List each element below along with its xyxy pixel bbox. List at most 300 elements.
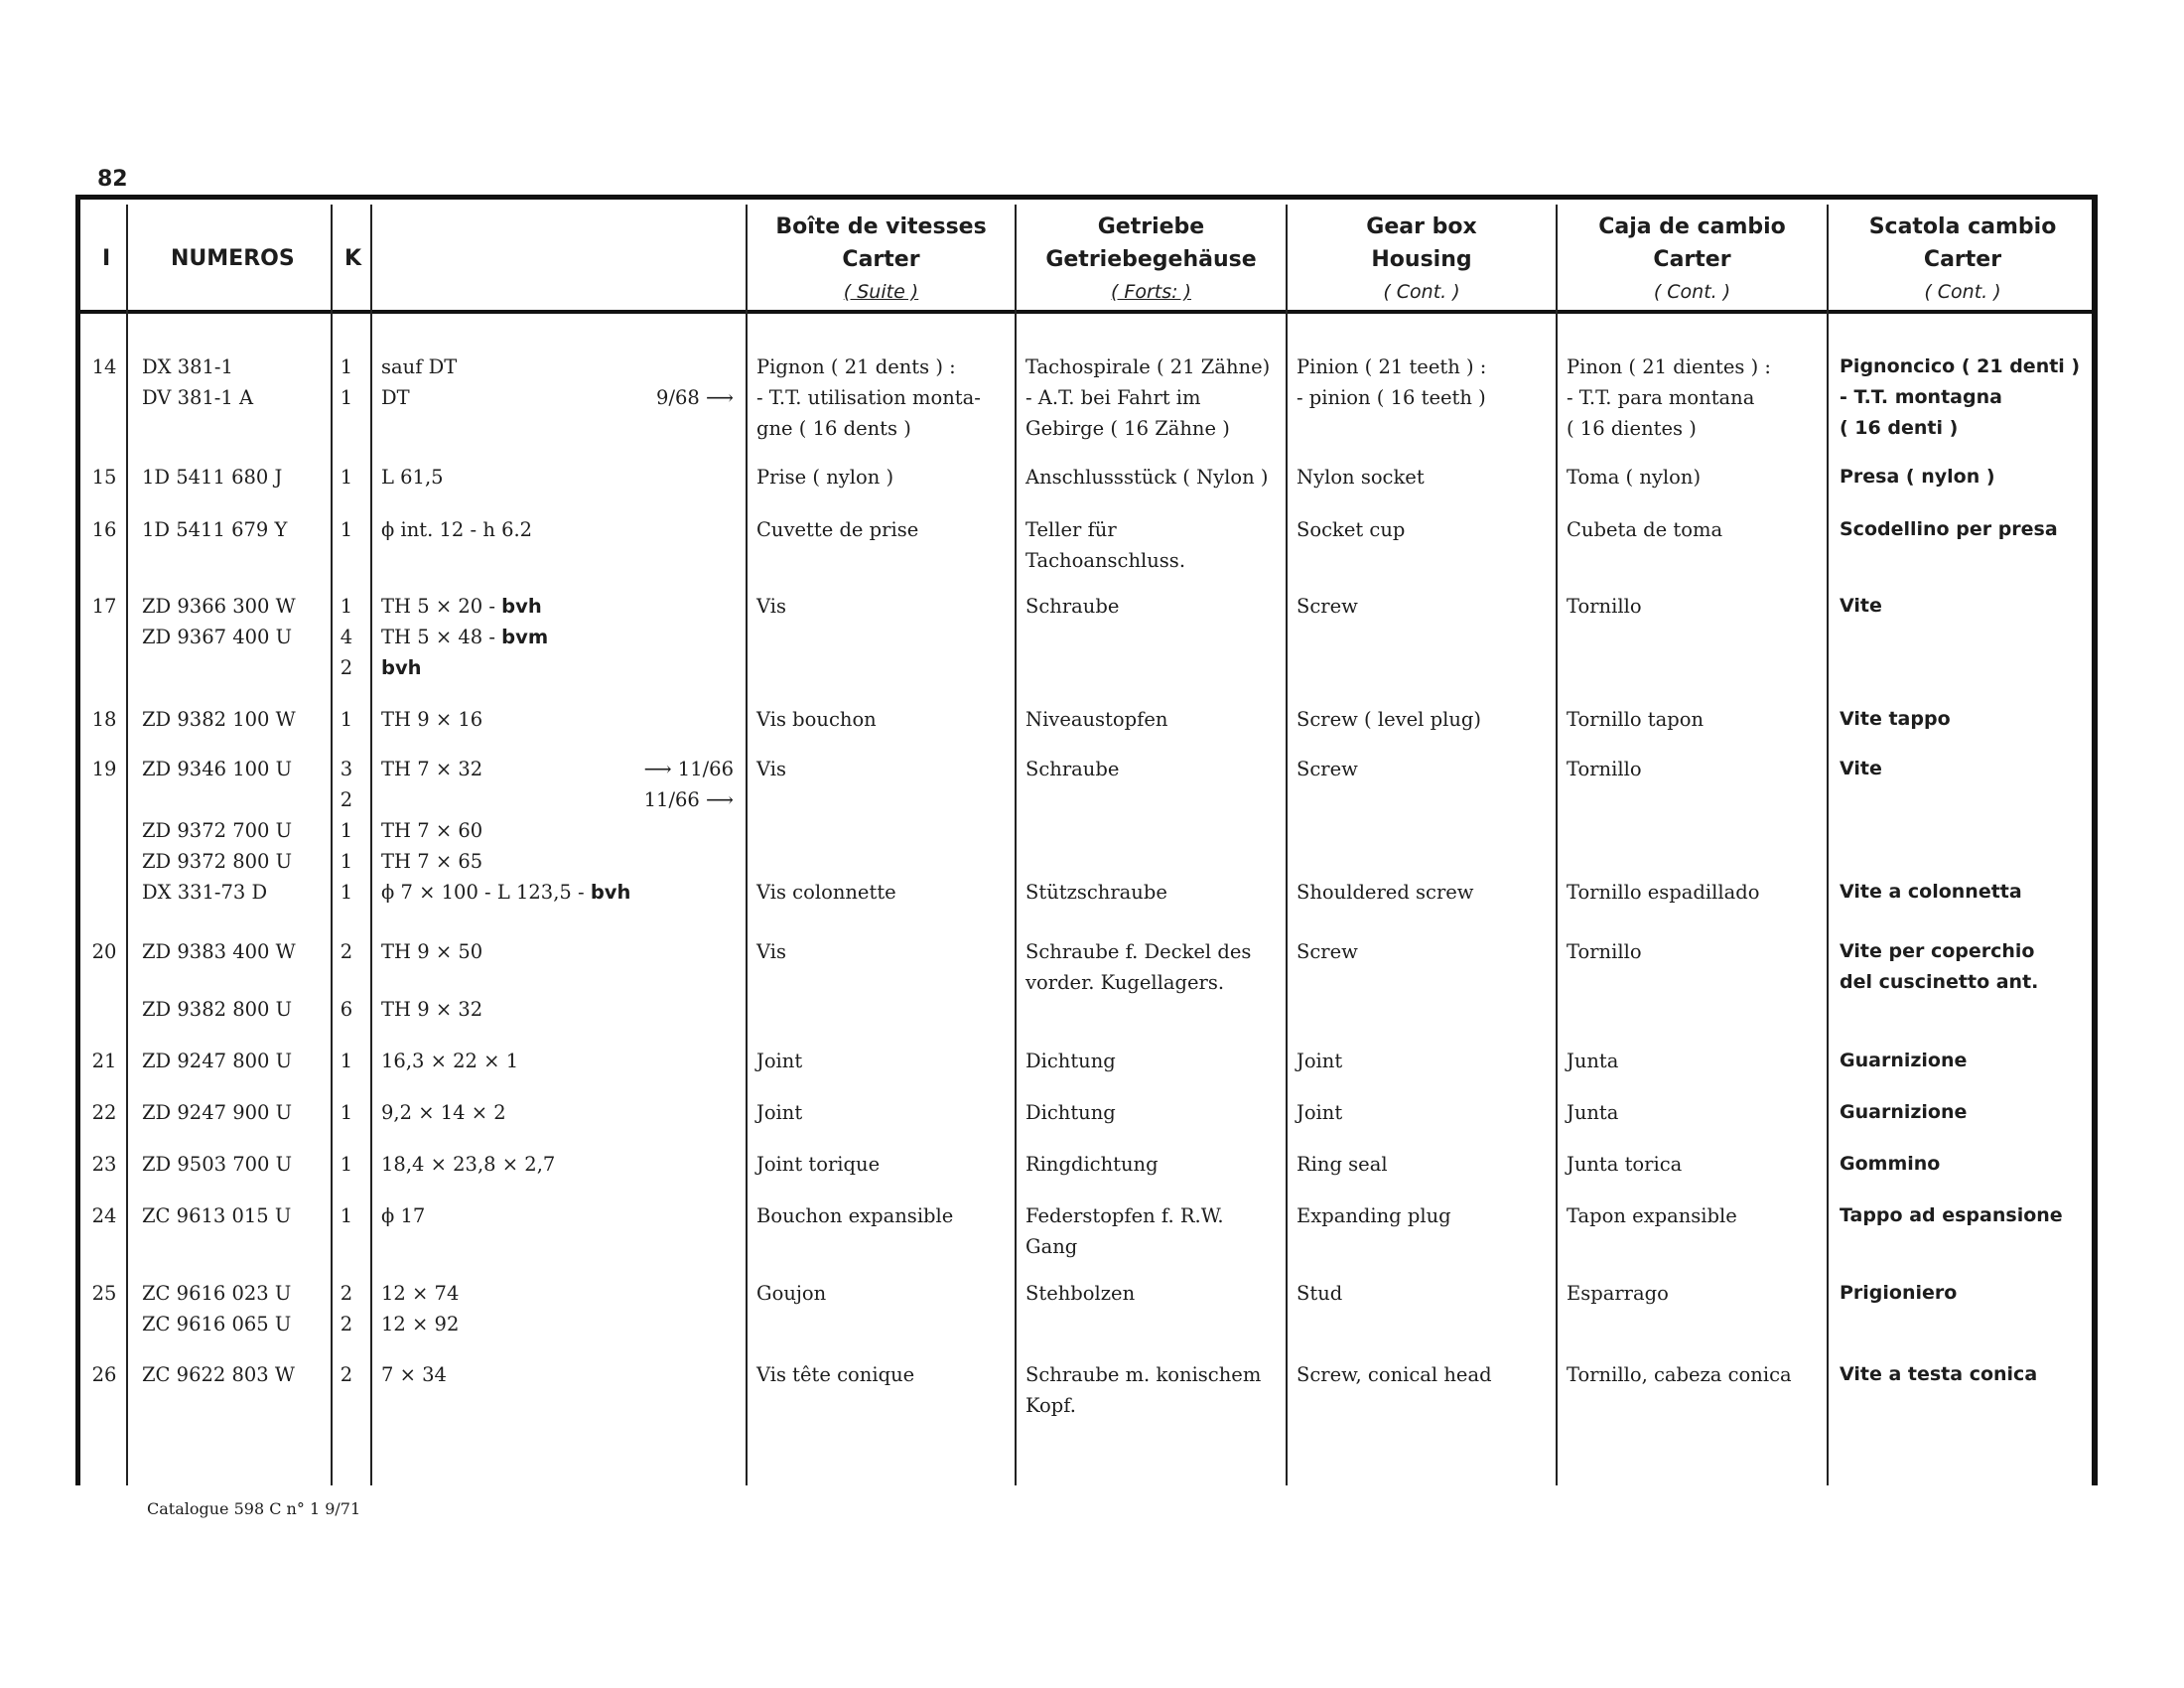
dimension-text: TH 9 × 32: [381, 998, 483, 1021]
french-description: [756, 514, 1005, 545]
dimension-text: TH 9 × 50: [381, 940, 483, 963]
italian-description-line: Vite: [1840, 595, 1882, 617]
english-description-line: Screw: [1297, 940, 1358, 963]
part-number: ZC 9613 015 U: [142, 1204, 292, 1227]
part-number: ZD 9367 400 U: [142, 626, 293, 648]
english-description-line: Socket cup: [1297, 518, 1406, 541]
header-rule: [75, 310, 2098, 314]
part-number: [142, 784, 331, 815]
english-description: [1297, 352, 1550, 413]
german-description: [1025, 704, 1279, 735]
quantity: 6: [340, 998, 353, 1021]
french-description-line: Joint: [756, 1101, 803, 1124]
dimensions-column: [381, 1200, 734, 1231]
part-numbers: [142, 1046, 331, 1076]
english-description-line: [1297, 784, 1550, 815]
french-description-line: Vis: [756, 595, 786, 618]
german-description: [1025, 352, 1279, 444]
header-french: Boîte de vitesses Carter ( Suite ): [775, 214, 987, 303]
english-description: [1297, 1097, 1550, 1128]
dimension-line: [381, 815, 734, 846]
english-description: [1297, 704, 1550, 735]
german-description-line: Ringdichtung: [1025, 1153, 1159, 1176]
spanish-description-line: Tornillo espadillado: [1567, 881, 1760, 904]
header-k: K: [344, 246, 362, 271]
dimension-line: [381, 1309, 734, 1339]
dimension-line: [381, 994, 734, 1025]
dimension-code: bvh: [381, 656, 422, 679]
italian-description-line: ( 16 denti ): [1840, 417, 1959, 439]
spanish-description-line: Toma ( nylon): [1567, 466, 1702, 489]
english-description-line: Screw: [1297, 758, 1358, 780]
german-description: [1025, 514, 1279, 576]
column-divider: [1286, 205, 1288, 1485]
quantity-column: [340, 1097, 353, 1128]
quantity-column: [340, 514, 353, 545]
italian-description-line: - T.T. montagna: [1840, 386, 2002, 408]
italian-description-line: Guarnizione: [1840, 1050, 1968, 1071]
german-description: [1025, 591, 1279, 622]
german-description: [1025, 754, 1279, 908]
italian-description-line: del cuscinetto ant.: [1840, 971, 2039, 993]
quantity: 1: [340, 386, 353, 409]
quantity: 1: [340, 881, 353, 904]
dimension-text: TH 7 × 65: [381, 850, 483, 873]
spanish-description-line: Tapon expansible: [1567, 1204, 1737, 1227]
quantity-column: [340, 352, 353, 413]
part-number: ZD 9503 700 U: [142, 1153, 293, 1176]
german-description-line: Schraube: [1025, 758, 1120, 780]
quantity: 1: [340, 1204, 353, 1227]
english-description: [1297, 936, 1550, 967]
german-description-line: Schraube m. konischem: [1025, 1363, 1262, 1386]
french-description: [756, 1149, 1005, 1180]
italian-description-line: Gommino: [1840, 1153, 1941, 1175]
italian-description-line: [1840, 846, 2088, 877]
part-number: DV 381-1 A: [142, 386, 254, 409]
english-description-line: Expanding plug: [1297, 1204, 1451, 1227]
english-description: [1297, 514, 1550, 545]
part-numbers: [142, 462, 331, 492]
spanish-description: [1567, 462, 1835, 492]
english-description: [1297, 1149, 1550, 1180]
dimensions-column: [381, 1097, 734, 1128]
dimension-line: [381, 382, 734, 413]
english-description: [1297, 591, 1550, 622]
italian-description-line: Vite: [1840, 758, 1882, 779]
spanish-description: [1567, 1200, 1835, 1231]
dimension-text: TH 5 × 48 -: [381, 626, 495, 648]
italian-description-line: Tappo ad espansione: [1840, 1204, 2063, 1226]
part-numbers: [142, 1149, 331, 1180]
header-english: Gear box Housing ( Cont. ): [1366, 214, 1477, 303]
spanish-description-line: [1567, 846, 1835, 877]
german-description: [1025, 1097, 1279, 1128]
german-description-line: Federstopfen f. R.W.: [1025, 1204, 1224, 1227]
quantity: 1: [340, 819, 353, 842]
dimension-text: TH 9 × 16: [381, 708, 483, 731]
dimension-line: [381, 1359, 734, 1390]
german-description: [1025, 1200, 1279, 1262]
french-description-line: Prise ( nylon ): [756, 466, 894, 489]
date-marker: ⟶ 11/66: [643, 758, 734, 780]
dimension-line: [381, 1149, 734, 1180]
english-description-line: [1297, 815, 1550, 846]
column-divider: [331, 205, 333, 1485]
spanish-description-line: [1567, 784, 1835, 815]
part-number: ZD 9383 400 W: [142, 940, 296, 963]
part-numbers: [142, 704, 331, 735]
english-description: [1297, 1359, 1550, 1390]
english-description: [1297, 462, 1550, 492]
page-number: 82: [97, 167, 128, 192]
german-description-line: Stützschraube: [1025, 881, 1167, 904]
dimension-text: ϕ 7 × 100 - L 123,5 -: [381, 881, 585, 904]
german-description-line: [1025, 784, 1279, 815]
spanish-description: [1567, 936, 1835, 967]
french-description-line: [756, 815, 1005, 846]
header-numeros: NUMEROS: [171, 246, 295, 271]
french-description: [756, 462, 1005, 492]
german-description-line: Niveaustopfen: [1025, 708, 1168, 731]
part-number: ZD 9382 100 W: [142, 708, 296, 731]
italian-description-line: Vite tappo: [1840, 708, 1951, 730]
date-marker: 9/68 ⟶: [656, 386, 734, 409]
part-numbers: [142, 1278, 331, 1339]
row-index: 24: [91, 1204, 117, 1227]
english-description-line: Joint: [1297, 1050, 1343, 1072]
dimension-text: TH 5 × 20 -: [381, 595, 495, 618]
header-german: Getriebe Getriebegehäuse ( Forts: ): [1045, 214, 1257, 303]
part-number: ZD 9346 100 U: [142, 758, 293, 780]
dimensions-column: [381, 994, 734, 1025]
french-description: [756, 352, 1005, 444]
italian-description: [1840, 1149, 2088, 1180]
spanish-description: [1567, 754, 1835, 908]
italian-description-line: Vite a testa conica: [1840, 1363, 2038, 1385]
dimension-text: 18,4 × 23,8 × 2,7: [381, 1153, 556, 1176]
part-number: ZC 9616 065 U: [142, 1313, 292, 1336]
italian-description-line: Scodellino per presa: [1840, 518, 2058, 540]
dimension-text: sauf DT: [381, 355, 458, 378]
english-description-line: Pinion ( 21 teeth ) :: [1297, 355, 1487, 378]
row-index: 25: [91, 1282, 117, 1305]
italian-description: [1840, 1359, 2088, 1390]
quantity-column: [340, 591, 353, 683]
french-description-line: Vis tête conique: [756, 1363, 915, 1386]
quantity-column: [340, 1200, 353, 1231]
spanish-description-line: [1567, 815, 1835, 846]
german-description-line: Gebirge ( 16 Zähne ): [1025, 417, 1230, 440]
italian-description: [1840, 1278, 2088, 1309]
dimension-line: [381, 754, 734, 784]
german-description-line: Tachoanschluss.: [1025, 549, 1186, 572]
dimension-line: [381, 462, 734, 492]
french-description: [756, 1097, 1005, 1128]
spanish-description-line: Junta torica: [1567, 1153, 1683, 1176]
quantity-column: [340, 462, 353, 492]
italian-description: [1840, 514, 2088, 545]
column-divider: [746, 205, 748, 1485]
row-index: 17: [91, 595, 117, 618]
french-description-line: Joint torique: [756, 1153, 881, 1176]
row-index: 22: [91, 1101, 117, 1124]
row-index: 23: [91, 1153, 117, 1176]
dimensions-column: [381, 1359, 734, 1390]
french-description-line: [756, 846, 1005, 877]
quantity: 2: [340, 1363, 353, 1386]
dimension-text: 7 × 34: [381, 1363, 447, 1386]
spanish-description-line: ( 16 dientes ): [1567, 417, 1697, 440]
spanish-description-line: Junta: [1567, 1101, 1619, 1124]
part-number: ZD 9372 700 U: [142, 819, 293, 842]
row-index: 19: [91, 758, 117, 780]
german-description-line: Anschlussstück ( Nylon ): [1025, 466, 1269, 489]
dimensions-column: [381, 462, 734, 492]
french-description: [756, 704, 1005, 735]
spanish-description: [1567, 1097, 1835, 1128]
part-number: 1D 5411 680 J: [142, 466, 283, 489]
italian-description: [1840, 1200, 2088, 1231]
header-spanish: Caja de cambio Carter ( Cont. ): [1598, 214, 1786, 303]
dimensions-column: [381, 1278, 734, 1339]
french-description: [756, 936, 1005, 967]
german-description-line: Gang: [1025, 1235, 1078, 1258]
dimensions-column: [381, 1149, 734, 1180]
part-numbers: [142, 1359, 331, 1390]
spanish-description-line: Cubeta de toma: [1567, 518, 1723, 541]
spanish-description-line: Junta: [1567, 1050, 1619, 1072]
spanish-description-line: Esparrago: [1567, 1282, 1669, 1305]
french-description-line: Vis colonnette: [756, 881, 896, 904]
part-numbers: [142, 994, 331, 1025]
row-index: 21: [91, 1050, 117, 1072]
part-numbers: [142, 754, 331, 908]
dimension-text: 12 × 92: [381, 1313, 460, 1336]
french-description-line: Joint: [756, 1050, 803, 1072]
dimension-code: bvm: [501, 626, 549, 648]
english-description: [1297, 1200, 1550, 1231]
german-description-line: Dichtung: [1025, 1050, 1116, 1072]
italian-description: [1840, 704, 2088, 735]
row-index: 14: [91, 355, 117, 378]
quantity-column: [340, 754, 353, 908]
italian-description-line: Vite per coperchio: [1840, 940, 2035, 962]
part-number: ZD 9372 800 U: [142, 850, 293, 873]
english-description-line: Stud: [1297, 1282, 1343, 1305]
dimension-line: [381, 784, 734, 815]
dimension-line: [381, 1200, 734, 1231]
french-description-line: Goujon: [756, 1282, 827, 1305]
german-description-line: Teller für: [1025, 518, 1117, 541]
italian-description: [1840, 754, 2088, 908]
spanish-description-line: Pinon ( 21 dientes ) :: [1567, 355, 1772, 378]
dimension-line: [381, 622, 734, 652]
dimension-code: bvh: [501, 595, 542, 618]
dimensions-column: [381, 936, 734, 967]
dimension-line: [381, 591, 734, 622]
french-description-line: Vis: [756, 940, 786, 963]
italian-description-line: Guarnizione: [1840, 1101, 1968, 1123]
german-description: [1025, 936, 1279, 998]
spanish-description: [1567, 1278, 1835, 1309]
quantity: 2: [340, 1313, 353, 1336]
quantity: 2: [340, 1282, 353, 1305]
spanish-description: [1567, 704, 1835, 735]
dimensions-column: [381, 352, 734, 413]
dimension-text: DT: [381, 386, 410, 409]
german-description-line: Tachospirale ( 21 Zähne): [1025, 355, 1271, 378]
german-description: [1025, 462, 1279, 492]
italian-description-line: [1840, 784, 2088, 815]
part-numbers: [142, 1200, 331, 1231]
spanish-description: [1567, 352, 1835, 444]
english-description-line: Screw ( level plug): [1297, 708, 1481, 731]
dimension-text: ϕ 17: [381, 1204, 426, 1227]
french-description: [756, 1359, 1005, 1390]
dimension-text: ϕ int. 12 - h 6.2: [381, 518, 533, 541]
italian-description: [1840, 591, 2088, 622]
part-numbers: [142, 591, 331, 683]
italian-description: [1840, 1046, 2088, 1076]
german-description-line: vorder. Kugellagers.: [1025, 971, 1225, 994]
row-index: 16: [91, 518, 117, 541]
column-divider: [370, 205, 372, 1485]
quantity: 2: [340, 656, 353, 679]
dimension-line: [381, 936, 734, 967]
part-number: ZD 9382 800 U: [142, 998, 293, 1021]
quantity: 1: [340, 708, 353, 731]
french-description-line: Vis: [756, 758, 786, 780]
part-number: DX 381-1: [142, 355, 233, 378]
spanish-description: [1567, 1149, 1835, 1180]
french-description: [756, 1046, 1005, 1076]
french-description-line: Bouchon expansible: [756, 1204, 954, 1227]
english-description-line: Screw: [1297, 595, 1358, 618]
french-description-line: [756, 784, 1005, 815]
row-index: 20: [91, 940, 117, 963]
quantity: 1: [340, 1050, 353, 1072]
german-description-line: [1025, 815, 1279, 846]
italian-description-line: Pignoncico ( 21 denti ): [1840, 355, 2081, 377]
quantity: 1: [340, 595, 353, 618]
italian-description: [1840, 352, 2088, 444]
english-description-line: Ring seal: [1297, 1153, 1388, 1176]
dimensions-column: [381, 514, 734, 545]
part-number: ZD 9366 300 W: [142, 595, 296, 618]
quantity: 3: [340, 758, 353, 780]
german-description: [1025, 1359, 1279, 1421]
part-number: ZC 9616 023 U: [142, 1282, 292, 1305]
dimension-line: [381, 1046, 734, 1076]
quantity: 1: [340, 1101, 353, 1124]
spanish-description: [1567, 1359, 1835, 1390]
quantity: 1: [340, 466, 353, 489]
english-description: [1297, 1046, 1550, 1076]
row-index: 18: [91, 708, 117, 731]
dimension-text: 9,2 × 14 × 2: [381, 1101, 506, 1124]
part-number: ZD 9247 900 U: [142, 1101, 293, 1124]
german-description-line: Stehbolzen: [1025, 1282, 1136, 1305]
german-description-line: Schraube: [1025, 595, 1120, 618]
header-italian: Scatola cambio Carter ( Cont. ): [1868, 214, 2057, 303]
part-number: ZC 9622 803 W: [142, 1363, 295, 1386]
quantity-column: [340, 1278, 353, 1339]
english-description-line: [1297, 846, 1550, 877]
italian-description-line: [1840, 815, 2088, 846]
dimension-line: [381, 704, 734, 735]
dimension-line: [381, 652, 734, 683]
german-description: [1025, 1149, 1279, 1180]
part-numbers: [142, 352, 331, 413]
french-description-line: - T.T. utilisation monta-: [756, 386, 981, 409]
spanish-description: [1567, 1046, 1835, 1076]
german-description-line: Dichtung: [1025, 1101, 1116, 1124]
german-description-line: [1025, 846, 1279, 877]
part-number: DX 331-73 D: [142, 881, 268, 904]
french-description-line: Pignon ( 21 dents ) :: [756, 355, 956, 378]
french-description-line: gne ( 16 dents ): [756, 417, 911, 440]
french-description: [756, 754, 1005, 908]
french-description: [756, 1200, 1005, 1231]
english-description-line: - pinion ( 16 teeth ): [1297, 386, 1486, 409]
french-description: [756, 591, 1005, 622]
dimension-text: TH 7 × 60: [381, 819, 483, 842]
spanish-description-line: Tornillo: [1567, 595, 1642, 618]
quantity: 1: [340, 518, 353, 541]
german-description-line: Schraube f. Deckel des: [1025, 940, 1252, 963]
column-divider: [1556, 205, 1558, 1485]
part-number: ZD 9247 800 U: [142, 1050, 293, 1072]
english-description-line: Shouldered screw: [1297, 881, 1474, 904]
quantity: 1: [340, 850, 353, 873]
part-number: [142, 652, 331, 683]
spanish-description: [1567, 514, 1835, 545]
german-description: [1025, 1278, 1279, 1309]
english-description: [1297, 1278, 1550, 1309]
italian-description-line: Presa ( nylon ): [1840, 466, 1995, 488]
quantity: 2: [340, 940, 353, 963]
english-description-line: Screw, conical head: [1297, 1363, 1492, 1386]
english-description-line: Nylon socket: [1297, 466, 1425, 489]
part-numbers: [142, 936, 331, 967]
catalogue-footer: Catalogue 598 C n° 1 9/71: [147, 1499, 361, 1518]
spanish-description-line: Tornillo, cabeza conica: [1567, 1363, 1792, 1386]
quantity: 1: [340, 355, 353, 378]
italian-description: [1840, 1097, 2088, 1128]
quantity-column: [340, 1149, 353, 1180]
dimension-line: [381, 877, 734, 908]
dimensions-column: [381, 1046, 734, 1076]
quantity-column: [340, 1359, 353, 1390]
quantity: 1: [340, 1153, 353, 1176]
dimension-line: [381, 1097, 734, 1128]
french-description-line: Vis bouchon: [756, 708, 877, 731]
english-description-line: Joint: [1297, 1101, 1343, 1124]
quantity-column: [340, 936, 353, 967]
german-description-line: - A.T. bei Fahrt im: [1025, 386, 1201, 409]
dimension-text: 12 × 74: [381, 1282, 460, 1305]
dimension-line: [381, 846, 734, 877]
italian-description-line: Vite a colonnetta: [1840, 881, 2022, 903]
italian-description: [1840, 462, 2088, 492]
dimension-text: TH 7 × 32: [381, 758, 483, 780]
dimension-text: L 61,5: [381, 466, 444, 489]
dimension-text: 16,3 × 22 × 1: [381, 1050, 519, 1072]
part-number: 1D 5411 679 Y: [142, 518, 288, 541]
quantity-column: [340, 704, 353, 735]
spanish-description-line: Tornillo tapon: [1567, 708, 1705, 731]
